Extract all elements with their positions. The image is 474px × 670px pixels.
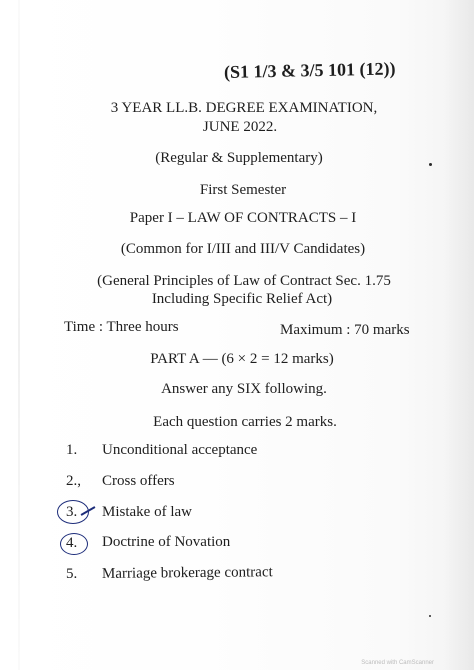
question-number: 1. [66, 442, 78, 458]
question-text: Doctrine of Novation [102, 534, 231, 550]
scan-speck [429, 163, 432, 166]
question-number: 4. [66, 535, 78, 551]
question-number: 5. [66, 566, 78, 582]
exam-date: JUNE 2022. [202, 119, 278, 135]
question-number: 3. [66, 504, 78, 520]
paper-code: (S1 1/3 & 3/5 101 (12)) [223, 58, 396, 82]
principles-line-2: Including Specific Relief Act) [151, 291, 333, 307]
question-number: 2., [66, 473, 81, 489]
principles-line-1: (General Principles of Law of Contract Sec. 1.75 [97, 273, 391, 289]
time-allowed: Time : Three hours [64, 319, 179, 335]
question-text: Cross offers [102, 473, 175, 489]
common-for: (Common for I/III and III/V Candidates) [120, 241, 366, 257]
question-text: Unconditional acceptance [102, 442, 258, 458]
marks-note: Each question carries 2 marks. [153, 414, 337, 430]
pen-circle-annotation [60, 533, 88, 555]
regular-supplementary: (Regular & Supplementary) [155, 150, 323, 166]
maximum-marks: Maximum : 70 marks [280, 322, 410, 338]
scan-speck [429, 615, 431, 617]
exam-title: 3 YEAR LL.B. DEGREE EXAMINATION, [110, 100, 378, 116]
question-text: Mistake of law [102, 504, 192, 520]
paper-name: Paper I – LAW OF CONTRACTS – I [129, 210, 357, 226]
semester: First Semester [199, 182, 287, 198]
scanner-watermark: Scanned with CamScanner [361, 660, 434, 666]
instruction: Answer any SIX following. [161, 381, 327, 397]
question-text: Marriage brokerage contract [101, 564, 273, 582]
part-heading: PART A — (6 × 2 = 12 marks) [150, 351, 334, 367]
